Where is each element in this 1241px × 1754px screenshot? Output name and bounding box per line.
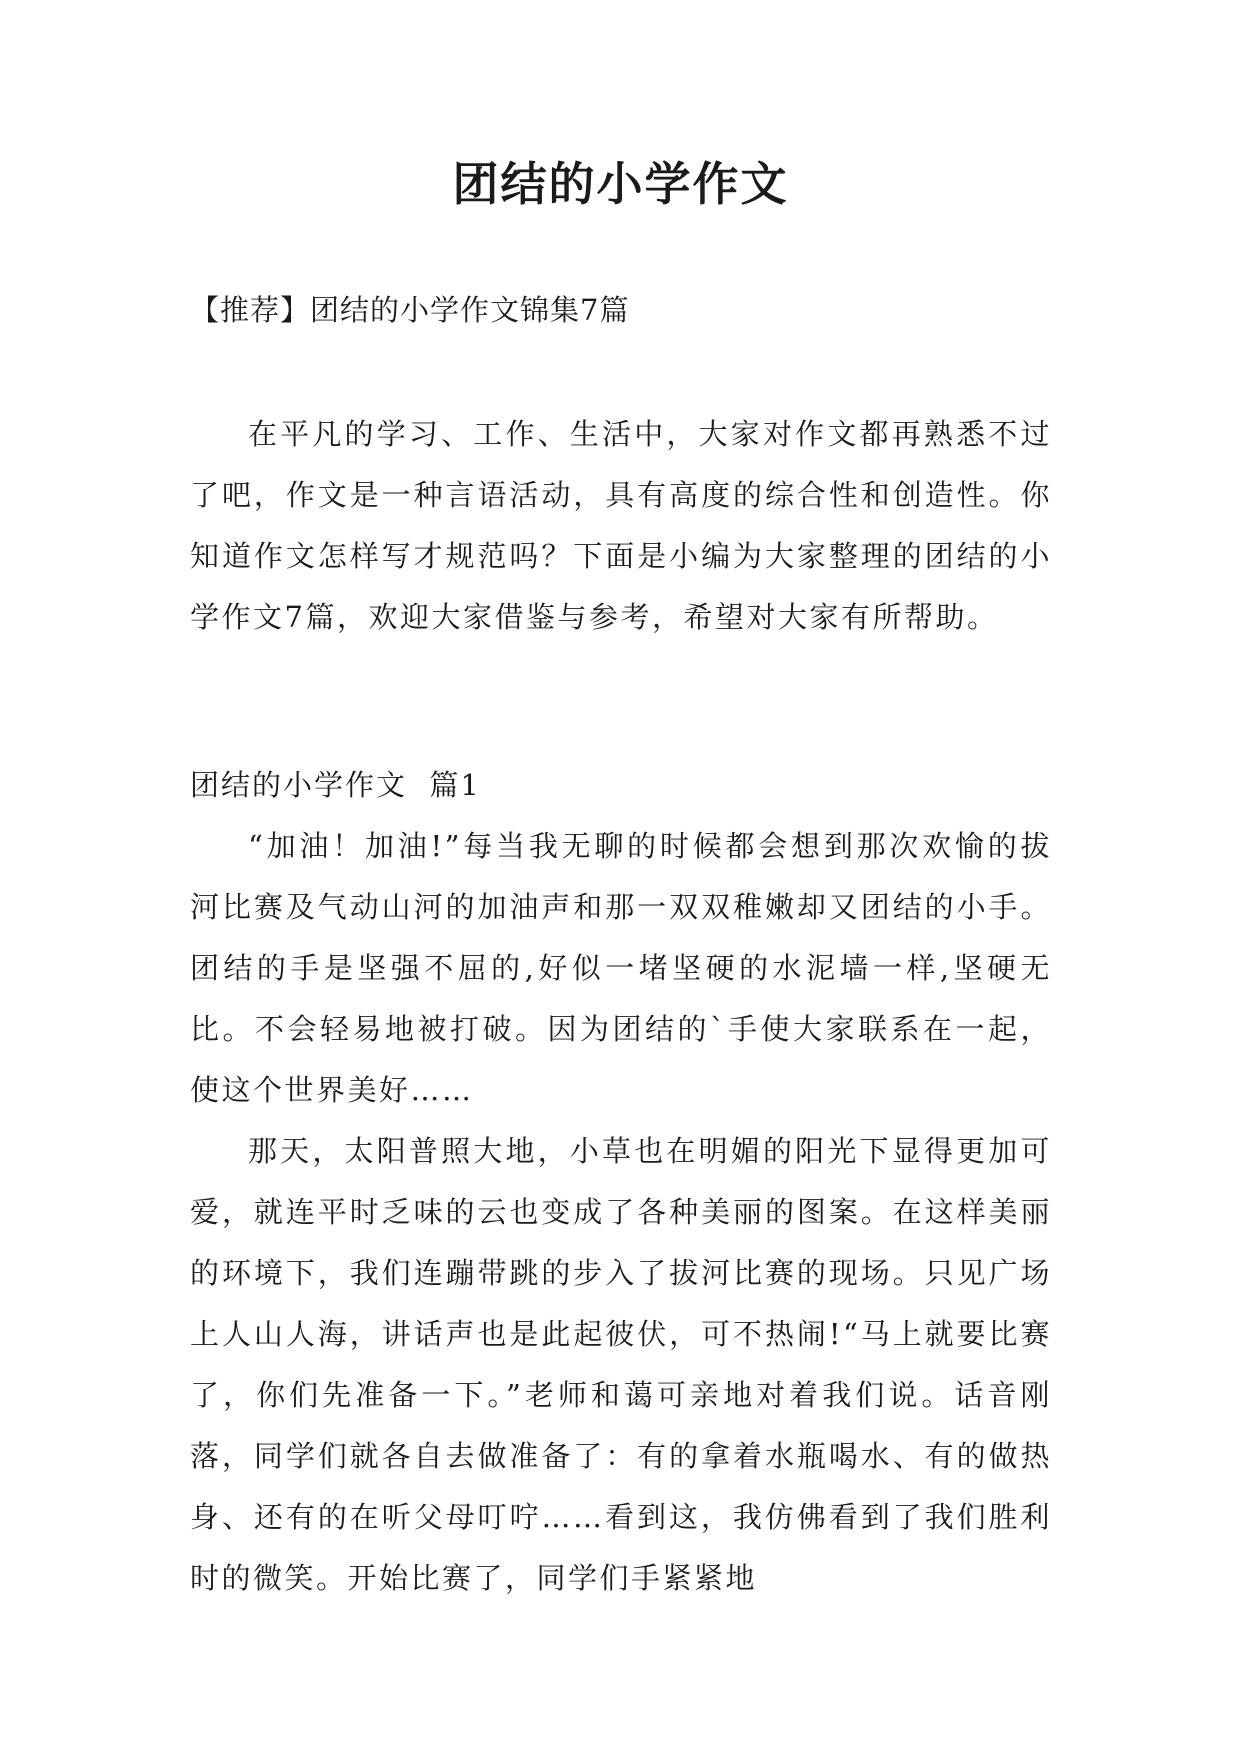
section-heading: 团结的小学作文 篇1 [190, 768, 481, 802]
document-subtitle: 【推荐】团结的小学作文锦集7篇 [190, 293, 630, 327]
body-paragraph-2: 那天，太阳普照大地，小草也在明媚的阳光下显得更加可爱，就连平时乏味的云也变成了各种美丽的图案。在这样美丽的环境下，我们连蹦带跳的步入了拔河比赛的现场。只见广场上人山人海，讲话声也是此起彼伏，可不热闹!“马上就要比赛了，你们先准备一下。”老师和蔼可亲地对着我们说。话音刚落，同学们就各自去做准备了：有的拿着水瓶喝水、有的做热身、还有的在听父母叮咛……看到这，我仿佛看到了我们胜利时的微笑。开始比赛了，同学们手紧紧地 [190, 1134, 1052, 1595]
intro-paragraph: 在平凡的学习、工作、生活中，大家对作文都再熟悉不过了吧，作文是一种言语活动，具有高度的综合性和创造性。你知道作文怎样写才规范吗？下面是小编为大家整理的团结的小学作文7篇，欢迎大家借鉴与参考，希望对大家有所帮助。 [190, 417, 1052, 634]
document-title: 团结的小学作文 [452, 157, 789, 211]
body-paragraph-1: “加油！加油!”每当我无聊的时候都会想到那次欢愉的拔河比赛及气动山河的加油声和那一双双稚嫩却又团结的小手。团结的手是坚强不屈的,好似一堵坚硬的水泥墙一样,坚硬无比。不会轻易地被打破。因为团结的`手使大家联系在一起，使这个世界美好…… [190, 829, 1052, 1107]
